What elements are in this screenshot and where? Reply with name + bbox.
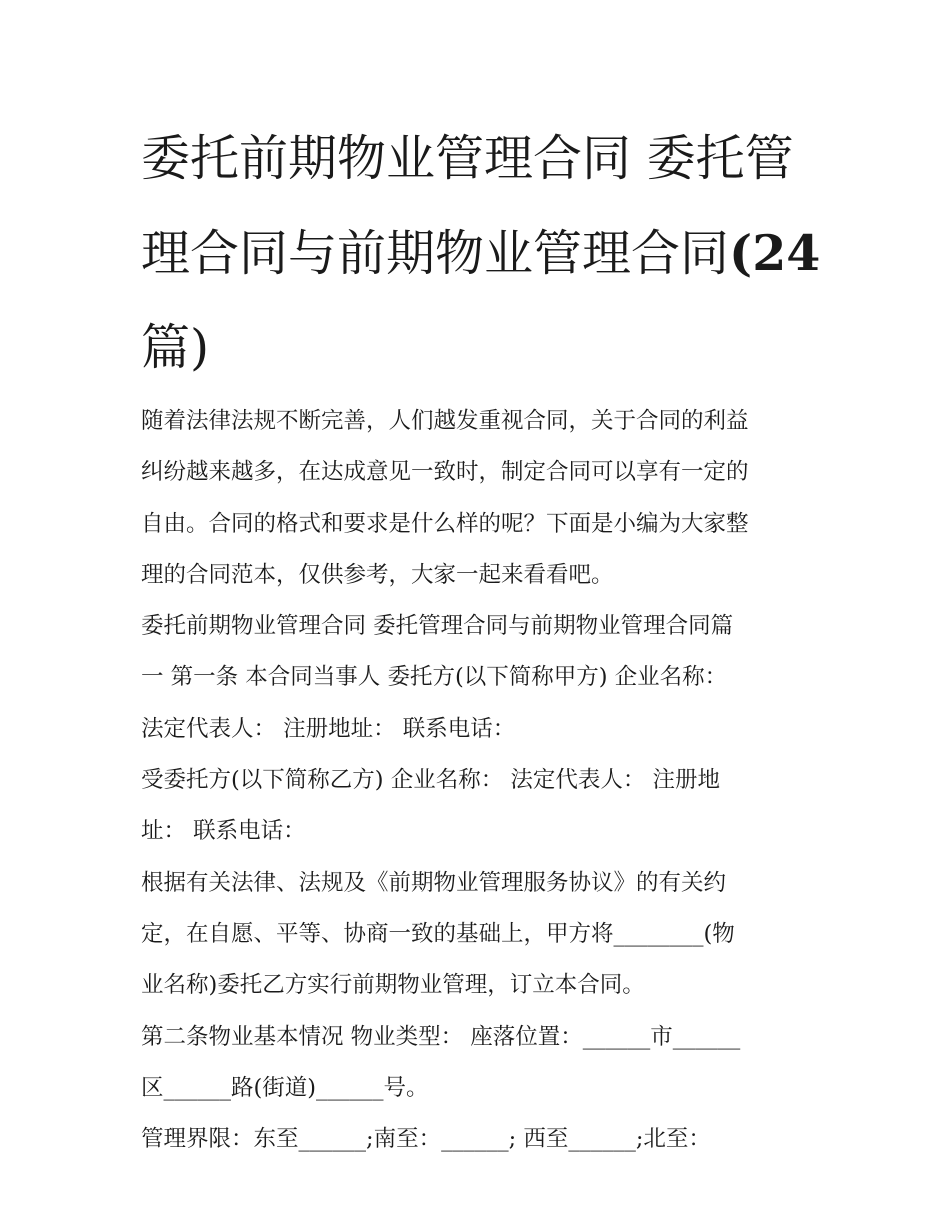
- body-line: 纠纷越来越多，在达成意见一致时，制定合同可以享有一定的: [141, 459, 749, 486]
- body-line: 管理界限：东至______;南至：______; 西至______;北至：: [141, 1126, 711, 1153]
- body-line: 定，在自愿、平等、协商一致的基础上，甲方将________(物: [141, 920, 735, 947]
- title-line-3: 篇): [141, 319, 210, 376]
- body-line: 理的合同范本，仅供参考，大家一起来看看吧。: [141, 561, 614, 588]
- body-line: 受委托方(以下简称乙方) 企业名称： 法定代表人： 注册地: [141, 767, 721, 794]
- body-line: 随着法律法规不断完善，人们越发重视合同，关于合同的利益: [141, 408, 749, 434]
- body-line: 法定代表人： 注册地址： 联系电话：: [141, 715, 516, 742]
- document-body: [141, 396, 821, 1165]
- body-line: 址： 联系电话：: [141, 818, 306, 845]
- document-title: [141, 112, 821, 395]
- body-line: 自由。合同的格式和要求是什么样的呢？下面是小编为大家整: [141, 510, 749, 537]
- body-line: 第二条物业基本情况 物业类型： 座落位置：______市______: [141, 1023, 741, 1050]
- body-line: 委托前期物业管理合同 委托管理合同与前期物业管理合同篇: [141, 613, 734, 640]
- title-line-2-text: 理合同与前期物业管理合同: [141, 225, 730, 282]
- body-line: 根据有关法律、法规及《前期物业管理服务协议》的有关约: [141, 869, 727, 896]
- body-line: 区______路(街道)______号。: [141, 1074, 429, 1101]
- title-line-1: 委托前期物业管理合同 委托管: [141, 130, 794, 187]
- body-line: 一 第一条 本合同当事人 委托方(以下简称甲方) 企业名称：: [141, 664, 728, 691]
- title-line-2: [141, 206, 821, 301]
- title-count: (24: [729, 224, 821, 282]
- body-line: 业名称)委托乙方实行前期物业管理，订立本合同。: [141, 972, 645, 999]
- document-page: [141, 112, 821, 1165]
